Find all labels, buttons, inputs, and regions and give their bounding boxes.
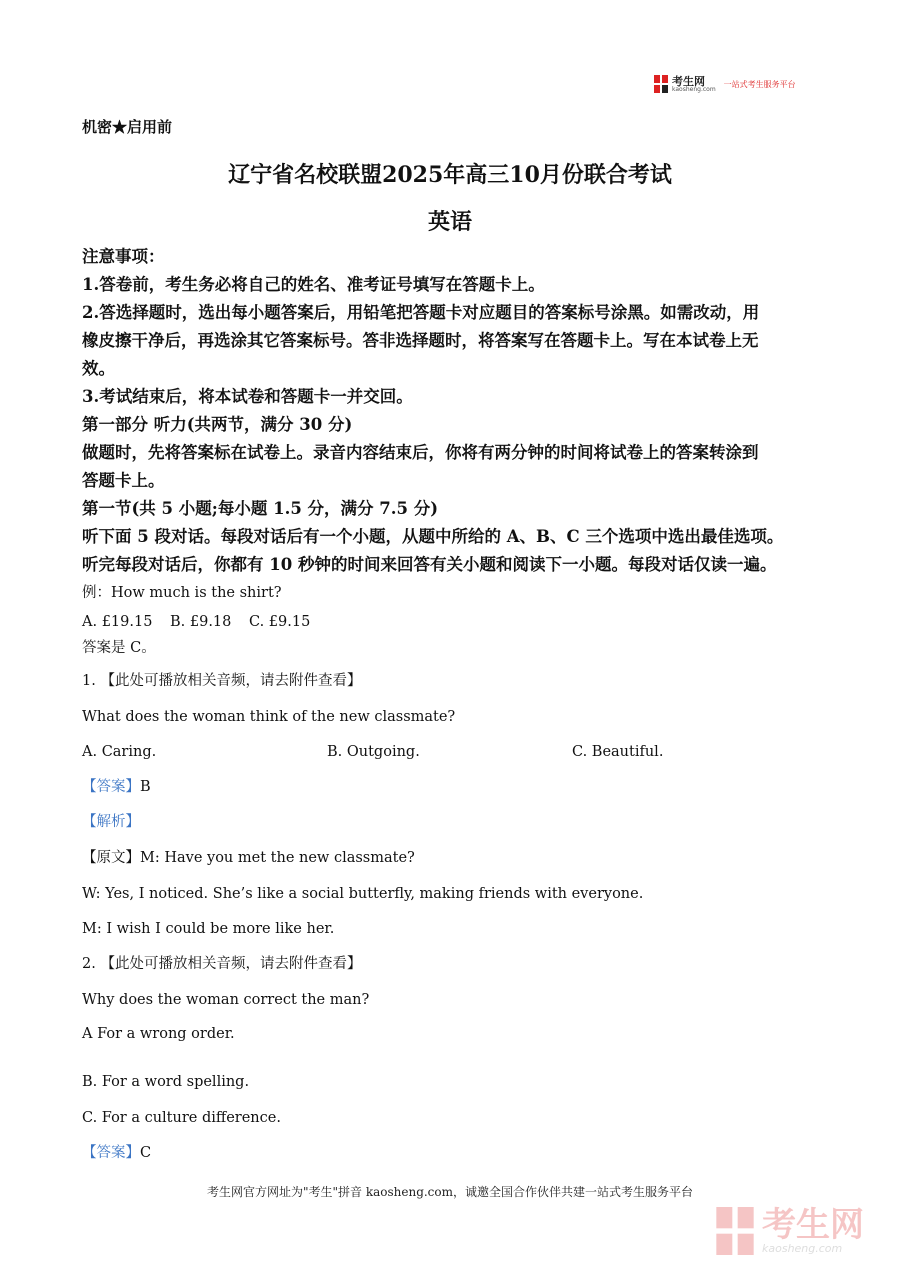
q1-option-a: A. Caring.: [82, 744, 157, 760]
q1-line-1-text: M: Have you met the new classmate?: [140, 850, 415, 866]
part1-heading: 第一部分 听力(共两节，满分 30 分): [82, 415, 353, 434]
q2-answer: [82, 1143, 151, 1163]
watermark-url: kaosheng.com: [762, 1241, 843, 1255]
notice-item-1: 1.答卷前，考生务必将自己的姓名、准考证号填写在答题卡上。: [82, 275, 545, 294]
section1-heading: 第一节(共 5 小题;每小题 1.5 分，满分 7.5 分): [82, 499, 439, 518]
q1-original-tag: 【原文】: [82, 850, 140, 866]
example-option-b: B. £9.18: [170, 614, 232, 630]
q1-option-b: B. Outgoing.: [327, 744, 420, 760]
example-answer: 答案是 C。: [82, 640, 156, 656]
q1-transcript-line-3: M: I wish I could be more like her.: [82, 921, 335, 937]
secret-label: 机密★启用前: [82, 118, 173, 136]
example-question: 例：How much is the shirt?: [82, 585, 282, 601]
q2-option-b: B. For a word spelling.: [82, 1074, 250, 1090]
q1-answer: [82, 777, 151, 797]
q1-audio-note: 1. 【此处可播放相关音频，请去附件查看】: [82, 673, 362, 689]
section1-line-1: 听下面 5 段对话。每段对话后有一个小题，从题中所给的 A、B、C 三个选项中选出最佳选项。: [82, 527, 784, 546]
section1-line-2: 听完每段对话后，你都有 10 秒钟的时间来回答有关小题和阅读下一小题。每段对话仅读一遍。: [82, 555, 777, 574]
notice-item-2-line-2: 橡皮擦干净后，再选涂其它答案标号。答非选择题时，将答案写在答题卡上。写在本试卷上无: [82, 331, 759, 350]
q1-transcript-line-1: [82, 848, 415, 868]
q2-answer-tag: 【答案】: [82, 1145, 140, 1161]
example-option-a: A. £19.15: [82, 614, 153, 630]
part1-desc-line-1: 做题时，先将答案标在试卷上。录音内容结束后，你将有两分钟的时间将试卷上的答案转涂到: [82, 443, 759, 462]
q2-question: Why does the woman correct the man?: [82, 992, 370, 1008]
watermark: [716, 1204, 864, 1255]
q1-analysis-tag: 【解析】: [82, 814, 140, 830]
q2-option-c: C. For a culture difference.: [82, 1110, 281, 1126]
example-option-c: C. £9.15: [249, 614, 311, 630]
q2-audio-note: 2. 【此处可播放相关音频，请去附件查看】: [82, 956, 362, 972]
watermark-logo-icon: [716, 1207, 754, 1255]
page-footer: 考生网官方网址为"考生"拼音 kaosheng.com，诚邀全国合作伙伴共建一站式考生服务平台: [206, 1185, 694, 1199]
notice-item-2-line-3: 效。: [82, 359, 115, 378]
q1-answer-value: B: [140, 779, 151, 795]
q2-answer-value: C: [140, 1145, 152, 1161]
logo-name: 考生网: [672, 74, 705, 88]
watermark-name: 考生网: [762, 1204, 864, 1245]
q1-question: What does the woman think of the new classmate?: [82, 709, 456, 725]
q2-option-a: A For a wrong order.: [82, 1026, 235, 1042]
part1-desc-line-2: 答题卡上。: [82, 471, 165, 490]
kaosheng-logo-icon: [654, 75, 668, 93]
q1-transcript-line-2: W: Yes, I noticed. She’s like a social butterfly, making friends with everyone.: [82, 886, 644, 902]
logo-slogan: 一站式考生服务平台: [723, 79, 796, 89]
q1-answer-tag: 【答案】: [82, 779, 140, 795]
notice-item-3: 3.考试结束后，将本试卷和答题卡一并交回。: [82, 387, 413, 406]
notice-heading: 注意事项：: [82, 247, 165, 266]
header-logo: [654, 73, 816, 95]
q1-option-c: C. Beautiful.: [572, 744, 664, 760]
notice-item-2-line-1: 2.答选择题时，选出每小题答案后，用铅笔把答题卡对应题目的答案标号涂黑。如需改动，用: [82, 303, 760, 322]
exam-title: 辽宁省名校联盟2025年高三10月份联合考试: [228, 162, 672, 188]
logo-url: kaosheng.com: [672, 85, 716, 93]
exam-subject: 英语: [427, 209, 472, 235]
